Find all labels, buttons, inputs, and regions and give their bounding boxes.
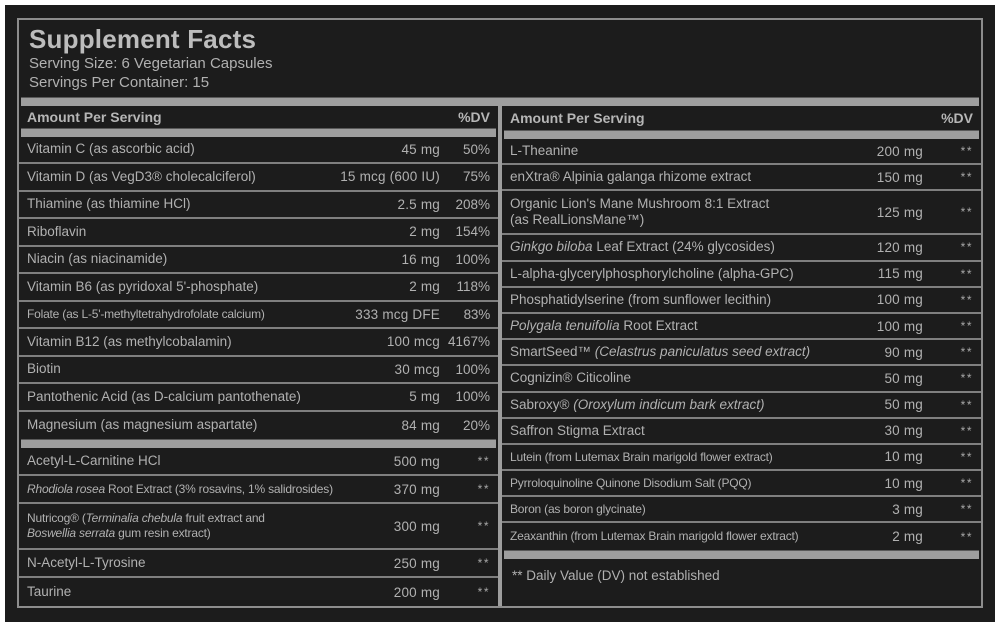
amount-per-serving-header: Amount Per Serving [510, 110, 645, 126]
supplement-row [19, 247, 498, 275]
ingredient-dv: ** [960, 397, 973, 412]
supplement-row [502, 288, 981, 314]
supplement-row [502, 523, 981, 549]
percent-dv-header: %DV [458, 108, 490, 125]
ingredient-dv: 154% [455, 224, 490, 240]
ingredient-name: Taurine [27, 583, 72, 599]
ingredient-amount: 250 mg [393, 555, 440, 571]
label-title: Supplement Facts [29, 24, 257, 54]
supplement-row [502, 471, 981, 497]
ingredient-dv: 50% [462, 141, 490, 157]
ingredient-amount: 125 mg [876, 204, 923, 220]
thick-divider-bottom-right [504, 550, 979, 559]
supplement-row [502, 340, 981, 366]
ingredient-dv: ** [960, 205, 973, 220]
supplement-row [19, 302, 498, 330]
ingredient-amount: 150 mg [876, 169, 923, 185]
supplement-row [19, 412, 498, 440]
ingredient-dv: ** [960, 529, 973, 544]
supplement-row [19, 329, 498, 357]
ingredient-amount: 84 mg [401, 417, 440, 433]
supplement-row [502, 445, 981, 471]
percent-dv-header: %DV [941, 110, 973, 126]
ingredient-dv: ** [477, 454, 490, 468]
right-ingredients-section [502, 139, 981, 550]
ingredient-amount: 500 mg [393, 453, 440, 469]
ingredient-name: Thiamine (as thiamine HCl) [27, 196, 191, 212]
supplement-facts-label [5, 5, 995, 622]
ingredient-dv: ** [960, 292, 973, 307]
ingredient-dv: 83% [463, 306, 490, 322]
ingredient-amount: 2.5 mg [397, 196, 440, 212]
supplement-row [19, 384, 498, 412]
ingredient-dv: ** [960, 502, 973, 517]
ingredient-dv: 118% [456, 279, 490, 295]
supplement-row [502, 262, 981, 288]
supplement-row [502, 314, 981, 340]
ingredient-dv: ** [477, 585, 490, 599]
supplement-row [502, 366, 981, 392]
ingredient-amount: 2 mg [409, 279, 440, 295]
ingredient-dv: ** [477, 482, 490, 496]
ingredient-dv: 20% [462, 417, 490, 433]
ingredient-name: Organic Lion's Mane Mushroom 8:1 Extract (as RealLionsMane™) [510, 195, 770, 228]
ingredient-dv: ** [960, 371, 973, 386]
ingredient-amount: 100 mg [876, 292, 923, 308]
ingredient-dv: 4167% [447, 334, 490, 350]
supplement-row [502, 165, 981, 191]
label-header [19, 20, 981, 97]
ingredient-amount: 200 mg [393, 584, 440, 600]
supplement-row [502, 393, 981, 419]
supplement-row [502, 419, 981, 445]
servings-per-container-text: Servings Per Container: 15 [29, 74, 210, 91]
ingredient-amount: 2 mg [409, 224, 440, 240]
ingredient-name: Zeaxanthin (from Lutemax Brain marigold flower extract) [510, 529, 799, 544]
left-vitamins-section [19, 137, 498, 440]
ingredient-amount: 45 mg [401, 141, 440, 157]
thick-divider-under-header-right [504, 130, 979, 139]
supplement-row [19, 192, 498, 220]
ingredient-name: Vitamin B12 (as methylcobalamin) [27, 333, 232, 349]
ingredient-dv: 75% [462, 169, 490, 185]
left-extracts-section [19, 448, 498, 606]
supplement-row [19, 137, 498, 165]
ingredient-name: Cognizin® Citicoline [510, 370, 631, 386]
ingredient-amount: 50 mg [884, 397, 923, 413]
ingredient-name: Pantothenic Acid (as D-calcium pantothenate) [27, 388, 301, 404]
supplement-row [502, 497, 981, 523]
ingredient-amount: 300 mg [393, 518, 440, 534]
ingredient-amount: 50 mg [884, 370, 923, 386]
ingredient-name: Ginkgo biloba Leaf Extract (24% glycosides) [510, 239, 775, 255]
ingredient-name: enXtra® Alpinia galanga rhizome extract [510, 169, 752, 185]
ingredient-name: Saffron Stigma Extract [510, 422, 645, 438]
ingredient-dv: 100% [455, 389, 490, 405]
ingredient-name: L-alpha-glycerylphosphorylcholine (alpha-GPC) [510, 265, 794, 281]
ingredient-amount: 115 mg [877, 266, 923, 282]
supplement-row [19, 164, 498, 192]
amount-per-serving-header: Amount Per Serving [27, 108, 162, 125]
ingredient-dv: ** [960, 170, 973, 185]
ingredient-name: Vitamin C (as ascorbic acid) [27, 141, 195, 157]
ingredient-name: Acetyl-L-Carnitine HCl [27, 452, 161, 468]
supplement-row [502, 191, 981, 235]
supplement-row [19, 504, 498, 550]
thick-divider-mid-left [21, 439, 496, 448]
ingredient-amount: 200 mg [876, 143, 923, 159]
ingredient-amount: 333 mcg DFE [355, 306, 440, 322]
ingredient-name: Niacin (as niacinamide) [27, 251, 168, 267]
thick-divider-under-header-left [21, 128, 496, 137]
ingredient-name: Vitamin D (as VegD3® cholecalciferol) [27, 168, 256, 184]
ingredient-name: N-Acetyl-L-Tyrosine [27, 554, 146, 570]
ingredient-name: Biotin [27, 361, 61, 377]
ingredient-dv: ** [960, 144, 973, 159]
right-column-header [502, 106, 981, 130]
supplement-row [19, 448, 498, 476]
ingredient-amount: 90 mg [884, 344, 923, 360]
ingredient-dv: 100% [455, 251, 490, 267]
ingredient-dv: ** [960, 423, 973, 438]
supplement-row [19, 219, 498, 247]
ingredient-amount: 2 mg [892, 529, 923, 545]
ingredient-name: Rhodiola rosea Root Extract (3% rosavins, 1% salidrosides) [27, 481, 333, 496]
right-column [502, 106, 981, 606]
facts-table [19, 106, 981, 606]
ingredient-amount: 10 mg [884, 475, 923, 491]
ingredient-amount: 120 mg [876, 239, 923, 255]
ingredient-name: Vitamin B6 (as pyridoxal 5'-phosphate) [27, 278, 259, 294]
ingredient-dv: ** [477, 519, 490, 533]
ingredient-name: Polygala tenuifolia Root Extract [510, 317, 698, 333]
ingredient-name: Folate (as L-5'-methyltetrahydrofolate calcium) [27, 307, 265, 322]
ingredient-name: Magnesium (as magnesium aspartate) [27, 417, 258, 433]
supplement-row [19, 357, 498, 385]
ingredient-name: Lutein (from Lutemax Brain marigold flower extract) [510, 449, 773, 464]
left-column-header [19, 106, 498, 128]
ingredient-name: Riboflavin [27, 223, 87, 239]
ingredient-dv: ** [960, 345, 973, 360]
supplement-row [502, 235, 981, 261]
supplement-row [502, 139, 981, 165]
ingredient-name: Nutricog® (Terminalia chebula fruit extract and Boswellia serrata gum resin extract) [27, 511, 265, 540]
supplement-row [19, 578, 498, 606]
ingredient-amount: 30 mg [884, 423, 923, 439]
ingredient-name: Sabroxy® (Oroxylum indicum bark extract) [510, 396, 765, 412]
ingredient-dv: ** [960, 319, 973, 334]
ingredient-amount: 100 mg [876, 318, 923, 334]
ingredient-dv: ** [960, 476, 973, 491]
ingredient-amount: 10 mg [884, 449, 923, 465]
ingredient-amount: 30 mcg [394, 361, 440, 377]
ingredient-name: Pyrroloquinoline Quinone Disodium Salt (PQQ) [510, 475, 752, 490]
ingredient-name: L-Theanine [510, 143, 579, 158]
label-frame [17, 18, 983, 608]
thick-divider-top [21, 97, 979, 106]
ingredient-amount: 15 mcg (600 IU) [340, 169, 440, 185]
ingredient-dv: 100% [455, 361, 490, 377]
ingredient-dv: ** [960, 266, 973, 281]
ingredient-dv: 208% [455, 196, 490, 212]
ingredient-amount: 370 mg [393, 481, 440, 497]
ingredient-dv: ** [960, 449, 973, 464]
ingredient-amount: 16 mg [401, 251, 440, 267]
ingredient-amount: 5 mg [409, 389, 440, 405]
supplement-row [19, 476, 498, 504]
ingredient-name: Boron (as boron glycinate) [510, 502, 646, 517]
supplement-row [19, 274, 498, 302]
left-column [19, 106, 498, 606]
ingredient-dv: ** [477, 556, 490, 570]
serving-size-text: Serving Size: 6 Vegetarian Capsules [29, 55, 273, 72]
ingredient-name: Phosphatidylserine (from sunflower lecithin) [510, 291, 772, 307]
supplement-row [19, 550, 498, 578]
ingredient-amount: 100 mcg [386, 334, 440, 350]
dv-footnote: ** Daily Value (DV) not established [512, 567, 720, 583]
ingredient-dv: ** [960, 240, 973, 255]
ingredient-amount: 3 mg [892, 501, 923, 517]
ingredient-name: SmartSeed™ (Celastrus paniculatus seed extract) [510, 344, 811, 360]
